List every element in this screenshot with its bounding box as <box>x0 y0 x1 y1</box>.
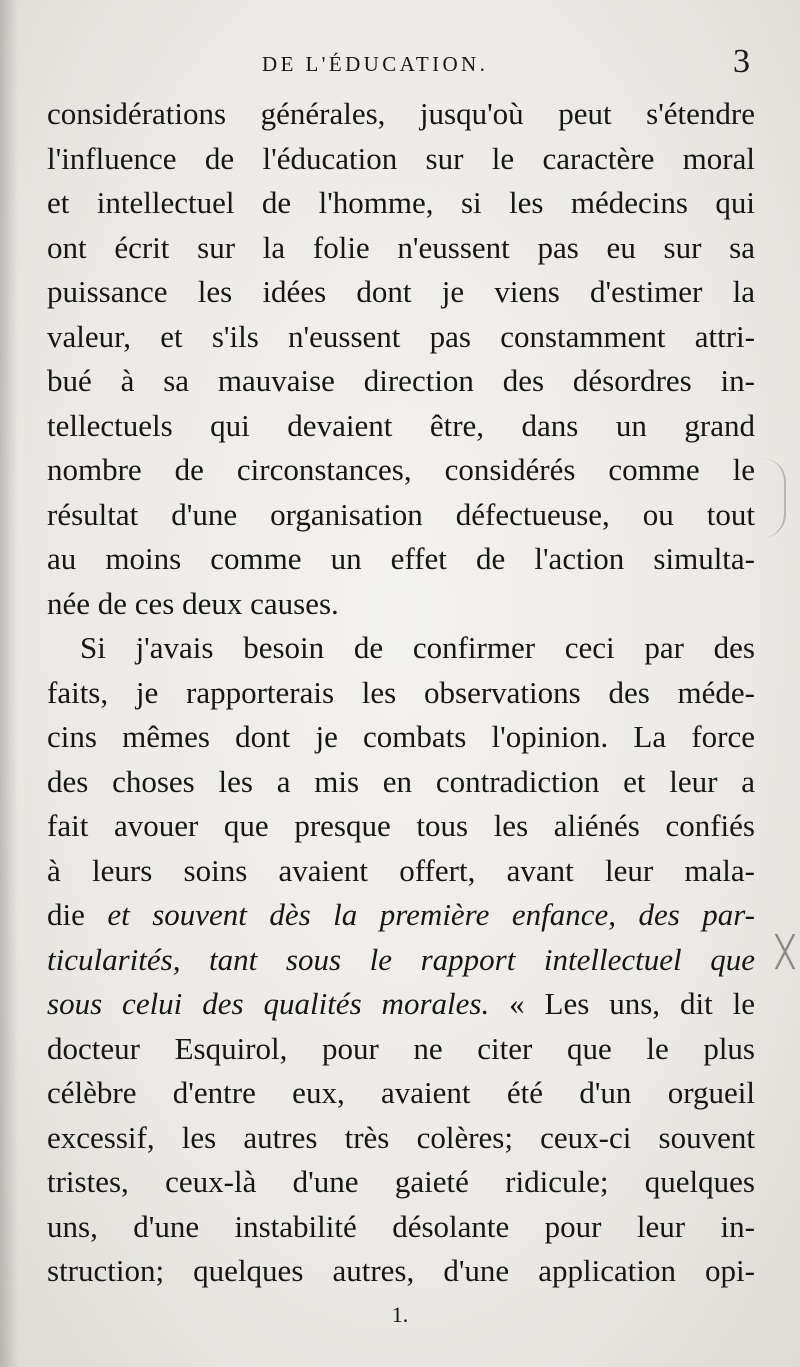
gutter-shadow <box>0 0 18 1367</box>
text-line: valeur, et s'ils n'eussent pas constamment attri- <box>47 318 755 354</box>
running-title: DE L'ÉDUCATION. <box>262 52 489 76</box>
italic-line: ticularités, tant sous le rapport intellectuel que <box>47 941 755 977</box>
text-line: excessif, les autres très colères; ceux-ci souvent <box>47 1119 755 1155</box>
text-line: tristes, ceux-là d'une gaieté ridicule; quelques <box>47 1164 755 1199</box>
text-line: ont écrit sur la folie n'eussent pas eu sur sa <box>47 229 755 265</box>
text-line: uns, d'une instabilité désolante pour leur in- <box>47 1208 755 1244</box>
running-head <box>0 43 800 82</box>
italic-segment: sous celui des qualités morales. <box>47 986 490 1021</box>
signature-mark: 1. <box>391 1302 409 1327</box>
text-line: considérations générales, jusqu'où peut s'étendre <box>47 96 755 131</box>
text-line: résultat d'une organisation défectueuse, ou tout <box>47 496 755 532</box>
text-line: célèbre d'entre eux, avaient été d'un orgueil <box>47 1075 755 1110</box>
roman-segment: « Les uns, dit le <box>489 986 756 1021</box>
text-line: faits, je rapporterais les observations des méde- <box>47 674 755 710</box>
text-line: fait avouer que presque tous les aliénés confiés <box>47 808 755 843</box>
text-line: puissance les idées dont je viens d'estimer la <box>47 274 755 309</box>
text-line: et intellectuel de l'homme, si les médecins qui <box>47 185 755 220</box>
paragraph-first-line: Si j'avais besoin de confirmer ceci par des <box>80 630 755 665</box>
text-line-mixed <box>47 893 755 938</box>
text-line: tellectuels qui devaient être, dans un grand <box>47 407 755 443</box>
text-line-mixed <box>47 982 755 1027</box>
text-line: des choses les a mis en contradiction et leur a <box>47 763 755 799</box>
page-number: 3 <box>733 43 750 80</box>
pencil-bracket-mark <box>762 458 786 538</box>
italic-segment: et souvent dès la première enfance, des par- <box>107 897 756 932</box>
text-line: à leurs soins avaient offert, avant leur mala- <box>47 852 755 888</box>
text-line: cins mêmes dont je combats l'opinion. La force <box>47 719 755 754</box>
paragraph-last-line: née de ces deux causes. <box>47 585 339 621</box>
roman-segment: die <box>47 897 108 932</box>
text-line: bué à sa mauvaise direction des désordres in- <box>47 363 755 398</box>
text-line: nombre de circonstances, considérés comme le <box>47 452 755 487</box>
text-line: l'influence de l'éducation sur le caractère moral <box>47 140 755 176</box>
body-text <box>47 92 755 1294</box>
pencil-cross-mark: ╳ <box>776 936 795 969</box>
text-line: docteur Esquirol, pour ne citer que le plus <box>47 1030 755 1066</box>
text-line: au moins comme un effet de l'action simulta- <box>47 541 755 576</box>
text-line: struction; quelques autres, d'une application opi- <box>47 1253 755 1288</box>
